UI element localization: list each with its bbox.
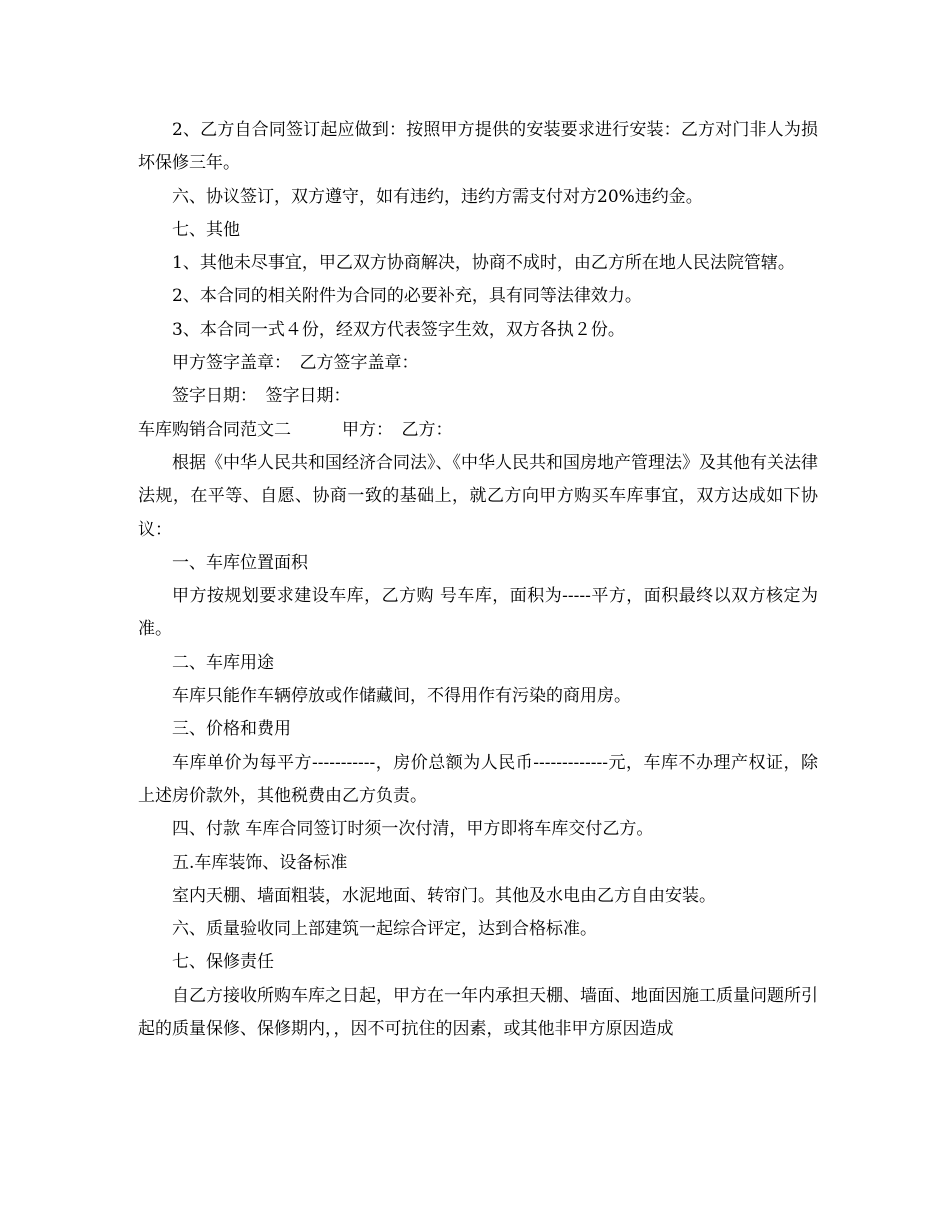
- paragraph: 甲方签字盖章： 乙方签字盖章：: [172, 353, 419, 374]
- paragraph: 四、付款 车库合同签订时须一次付清，甲方即将车库交付乙方。: [172, 819, 654, 840]
- paragraph: 六、质量验收同上部建筑一起综合评定，达到合格标准。: [172, 919, 597, 940]
- paragraph: 一、车库位置面积: [172, 552, 308, 573]
- paragraph: 1、其他未尽事宜，甲乙双方协商解决，协商不成时，由乙方所在地人民法院管辖。: [172, 253, 795, 274]
- paragraph: 根据《中华人民共和国经济合同法》、《中华人民共和国房地产管理法》及其他有关法律法规，在平等、自愿、协商一致的基础上，就乙方向甲方购买车库事宜，双方达成如下协议：: [138, 452, 818, 540]
- paragraph: 3、本合同一式４份，经双方代表签字生效，双方各执２份。: [172, 319, 625, 340]
- paragraph: 2、本合同的相关附件为合同的必要补充，具有同等法律效力。: [172, 286, 642, 307]
- paragraph: 室内天棚、墙面粗装，水泥地面、转帘门。其他及水电由乙方自由安装。: [172, 885, 716, 906]
- paragraph: 二、车库用途: [172, 652, 274, 673]
- paragraph: 自乙方接收所购车库之日起，甲方在一年内承担天棚、墙面、地面因施工质量问题所引起的质量保修、保修期内，，因不可抗住的因素，或其他非甲方原因造成: [138, 985, 818, 1040]
- paragraph: 车库只能作车辆停放或作储藏间，不得用作有污染的商用房。: [172, 686, 631, 707]
- paragraph: 五.车库装饰、设备标准: [172, 852, 348, 873]
- paragraph: 车库单价为每平方-----------，房价总额为人民币-------------元，车库不办理产权证，除上述房价款外，其他税费由乙方负责。: [138, 752, 818, 806]
- document-body: [138, 114, 818, 1046]
- paragraph: 甲方按规划要求建设车库，乙方购 号车库，面积为-----平方，面积最终以双方核定为准。: [138, 586, 818, 640]
- paragraph: 车库购销合同范文二 甲方： 乙方：: [138, 419, 453, 440]
- paragraph: 签字日期： 签字日期：: [172, 386, 351, 407]
- paragraph: 三、价格和费用: [172, 719, 291, 740]
- paragraph: 2、乙方自合同签订起应做到：按照甲方提供的安装要求进行安装：乙方对门非人为损坏保修三年。: [138, 120, 818, 174]
- paragraph: 七、其他: [172, 219, 240, 240]
- paragraph: 七、保修责任: [172, 952, 274, 973]
- paragraph: 六、协议签订，双方遵守，如有违约，违约方需支付对方20%违约金。: [172, 186, 703, 207]
